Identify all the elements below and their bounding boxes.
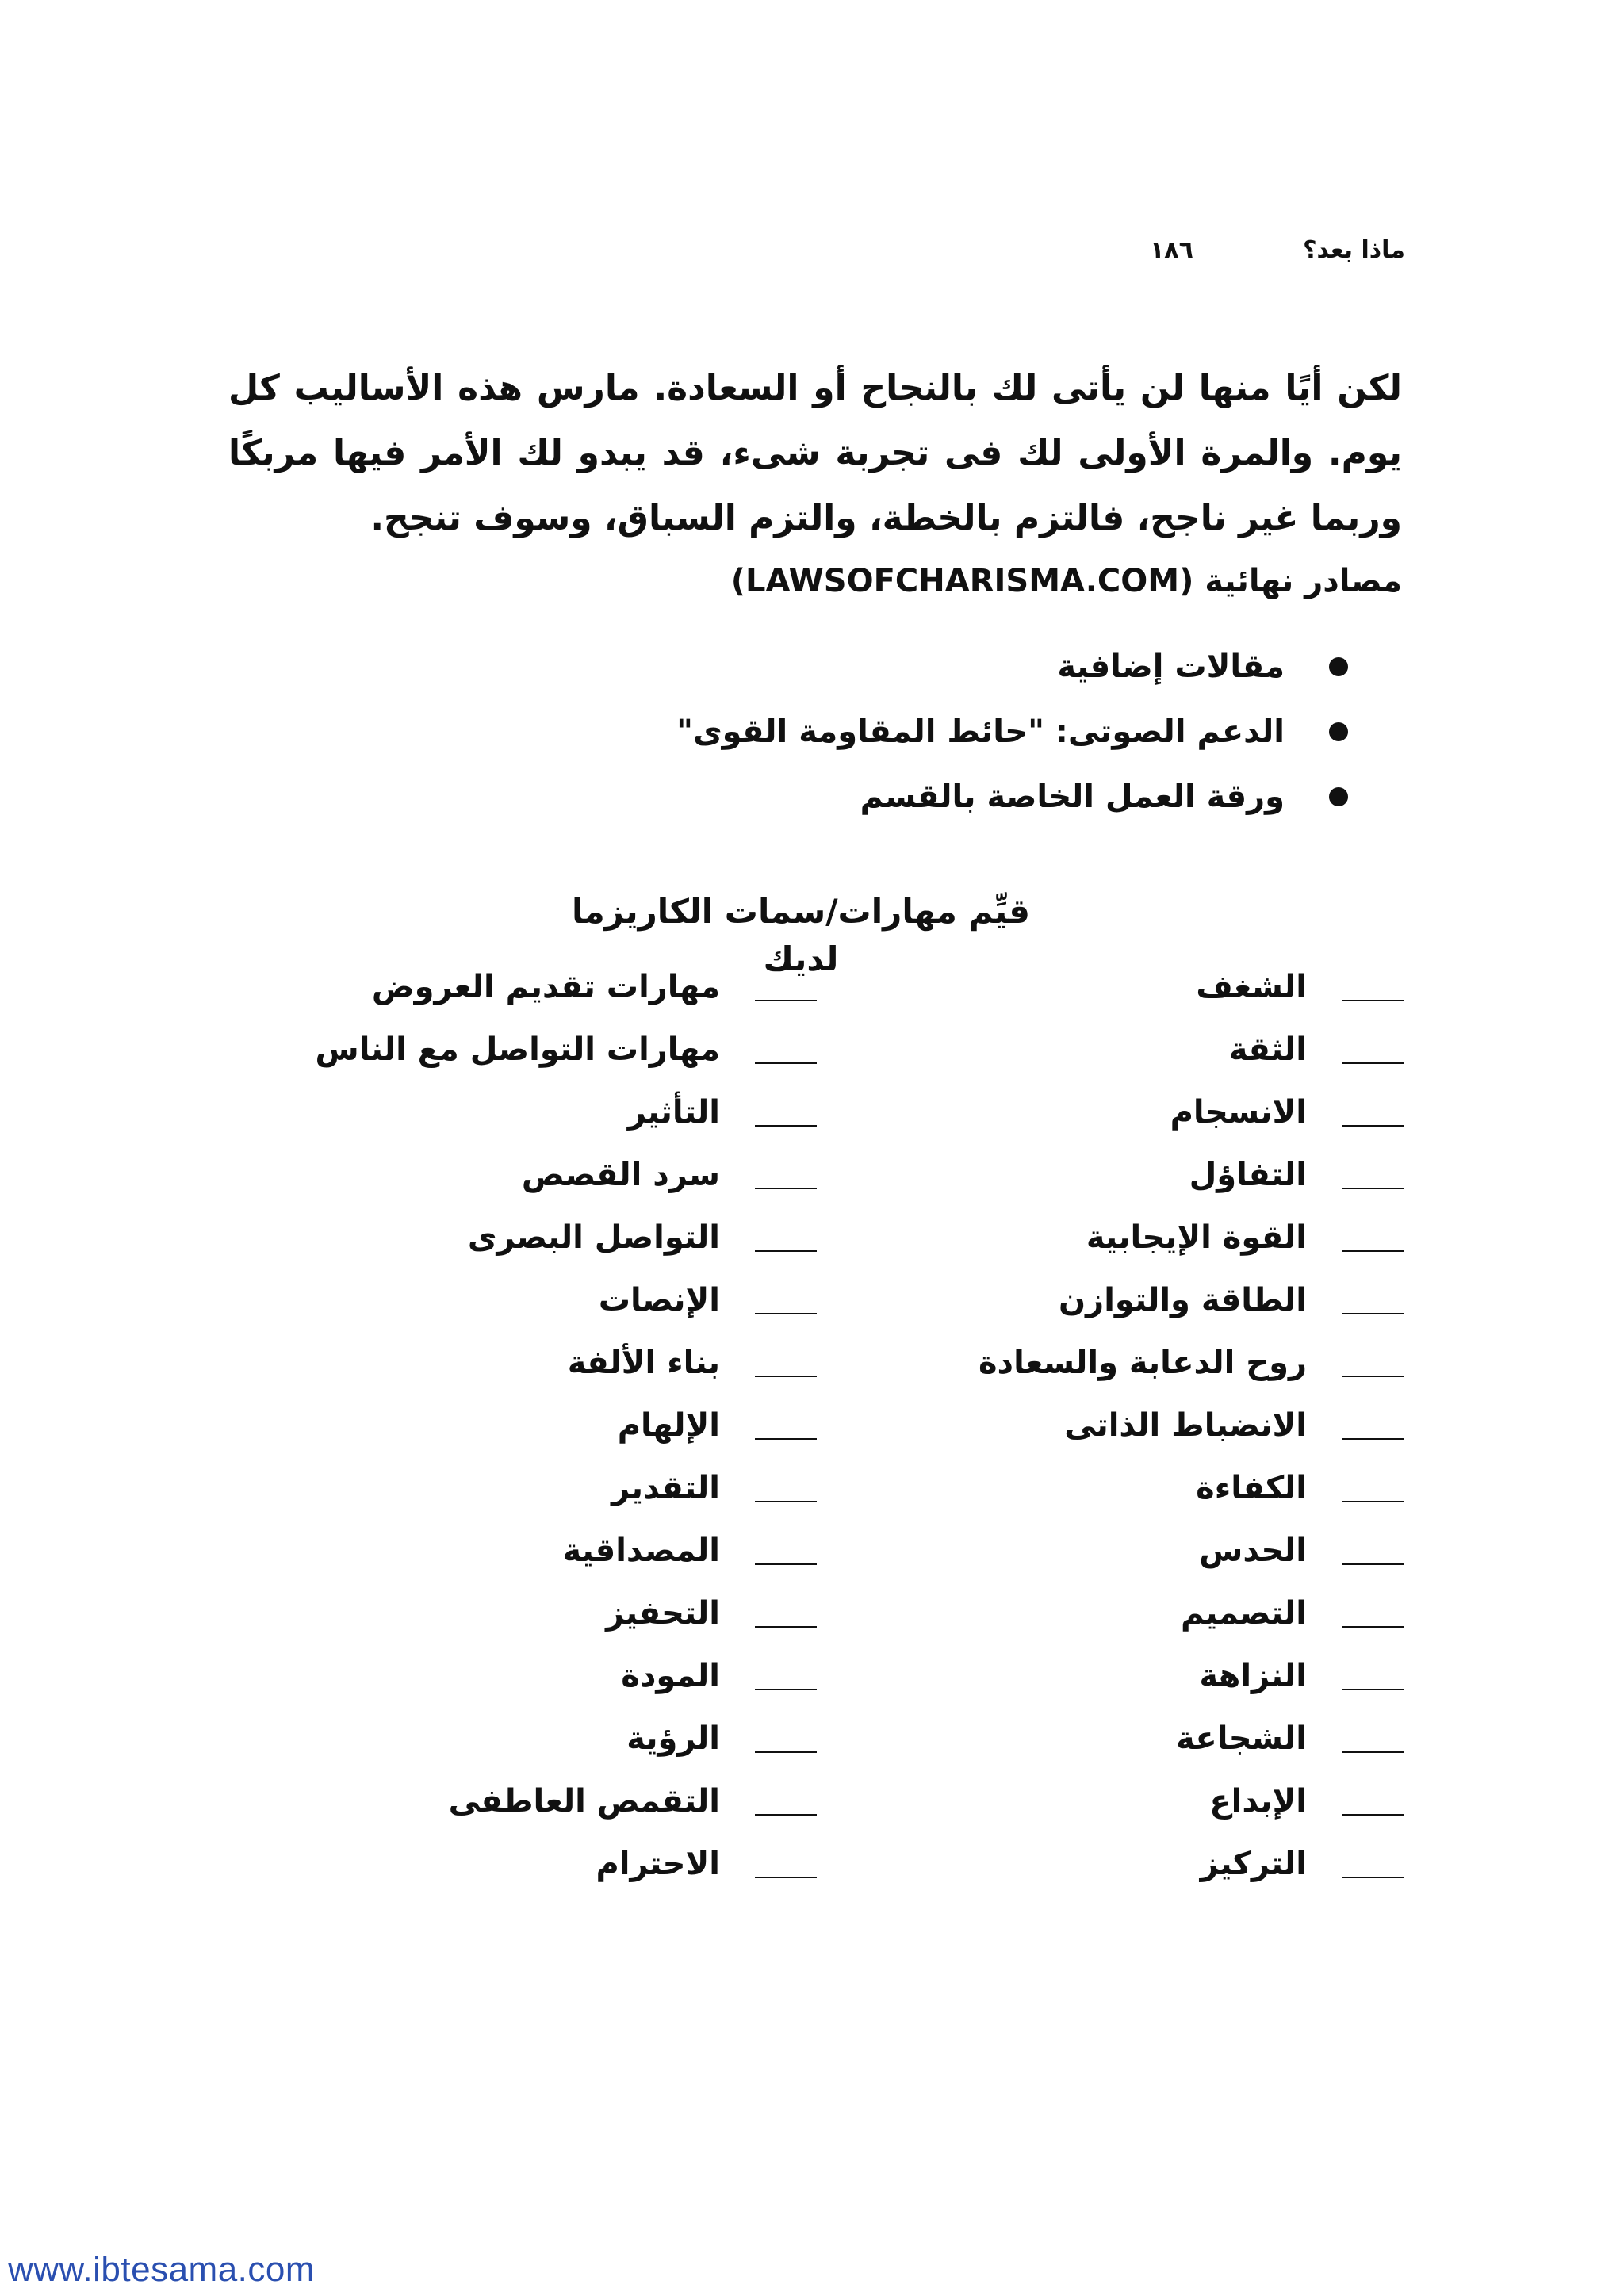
skill-label: التحفيز — [606, 1594, 720, 1632]
rating-blank[interactable] — [1342, 1438, 1404, 1440]
skill-label: مهارات تقديم العروض — [371, 968, 720, 1005]
rating-blank[interactable] — [1342, 1125, 1404, 1127]
rating-blank[interactable] — [755, 1125, 817, 1127]
skill-left-item — [293, 1018, 817, 1081]
rating-blank[interactable] — [1342, 1188, 1404, 1189]
skill-label: المصداقية — [562, 1532, 720, 1569]
skill-left-item — [293, 955, 817, 1018]
skill-label: الإلهام — [617, 1406, 720, 1444]
skill-right-item — [817, 1707, 1404, 1770]
skill-left-item — [293, 1519, 817, 1582]
skill-label: الثقة — [1228, 1031, 1307, 1068]
skill-left-item — [293, 1770, 817, 1832]
skill-label: الإنصات — [598, 1281, 720, 1318]
skill-label: الانضباط الذاتى — [1064, 1406, 1307, 1444]
footer-url[interactable]: www.ibtesama.com — [8, 2250, 316, 2289]
rating-blank[interactable] — [755, 1250, 817, 1252]
resource-item — [603, 699, 1348, 764]
skill-left-item — [293, 1269, 817, 1331]
skill-label: المودة — [621, 1657, 720, 1694]
bullet-icon — [1329, 657, 1348, 676]
skill-right-item — [817, 1456, 1404, 1519]
skill-label: الطاقة والتوازن — [1059, 1281, 1307, 1318]
rating-blank[interactable] — [755, 1814, 817, 1816]
body-paragraph: لكن أيًا منها لن يأتى لك بالنجاح أو السعادة. مارس هذه الأساليب كل يوم. والمرة الأولى لك فى تجربة شىء، قد يبدو لك الأمر فيها مربكًا وربما غير ناجح، فالتزم بالخطة، والتزم السباق، وسوف تنجح. — [228, 368, 1402, 538]
skill-left-item — [293, 1394, 817, 1456]
skill-label: التصميم — [1181, 1594, 1307, 1632]
running-head — [1150, 234, 1405, 266]
skill-label: الكفاءة — [1196, 1469, 1307, 1506]
skill-left-item — [293, 1331, 817, 1394]
rating-blank[interactable] — [755, 1563, 817, 1565]
skill-right-item — [817, 1206, 1404, 1269]
rating-blank[interactable] — [755, 1689, 817, 1690]
skill-right-item — [817, 1018, 1404, 1081]
skill-label: الرؤية — [626, 1720, 720, 1757]
rating-blank[interactable] — [1342, 1563, 1404, 1565]
rating-blank[interactable] — [1342, 1751, 1404, 1753]
skill-label: التقدير — [611, 1469, 720, 1506]
skill-left-item — [293, 1707, 817, 1770]
skill-label: القوة الإيجابية — [1086, 1219, 1307, 1256]
skill-label: الاحترام — [596, 1845, 720, 1882]
skill-right-item — [817, 1331, 1404, 1394]
skill-label: التفاؤل — [1189, 1156, 1307, 1193]
rating-blank[interactable] — [1342, 1814, 1404, 1816]
rating-blank[interactable] — [1342, 1062, 1404, 1064]
skill-label: النزاهة — [1199, 1657, 1307, 1694]
skill-label: الإبداع — [1209, 1782, 1307, 1820]
chapter-title: ماذا بعد؟ — [1303, 235, 1405, 264]
rating-blank[interactable] — [755, 1626, 817, 1628]
skill-left-item — [293, 1206, 817, 1269]
skill-label: بناء الألفة — [567, 1344, 720, 1381]
resources-list — [603, 634, 1348, 829]
rating-blank[interactable] — [1342, 1877, 1404, 1878]
bullet-icon — [1329, 787, 1348, 806]
skill-label: الانسجام — [1170, 1093, 1307, 1131]
resource-label: الدعم الصوتى: "حائط المقاومة القوى" — [676, 714, 1285, 750]
rating-blank[interactable] — [755, 1751, 817, 1753]
skill-left-item — [293, 1644, 817, 1707]
rating-blank[interactable] — [1342, 1626, 1404, 1628]
rating-blank[interactable] — [1342, 1250, 1404, 1252]
skill-right-item — [817, 955, 1404, 1018]
skill-label: التأثير — [627, 1093, 720, 1131]
skill-right-item — [817, 1143, 1404, 1206]
skill-right-item — [817, 1770, 1404, 1832]
skills-title: قيِّم مهارات/سمات الكاريزما لديك — [571, 892, 1031, 978]
skill-left-item — [293, 1582, 817, 1644]
skill-right-item — [817, 1582, 1404, 1644]
rating-blank[interactable] — [1342, 1689, 1404, 1690]
bullet-icon — [1329, 722, 1348, 741]
skill-left-item — [293, 1456, 817, 1519]
rating-blank[interactable] — [755, 1501, 817, 1502]
skill-right-item — [817, 1519, 1404, 1582]
skill-label: الشغف — [1196, 968, 1307, 1005]
resources-heading: مصادر نهائية (LAWSOFCHARISMA.COM) — [730, 563, 1402, 599]
skill-label: التركيز — [1200, 1845, 1307, 1882]
rating-blank[interactable] — [755, 1062, 817, 1064]
skill-label: مهارات التواصل مع الناس — [315, 1031, 720, 1068]
skills-checklist — [293, 955, 1404, 1895]
resource-item — [603, 764, 1348, 829]
rating-blank[interactable] — [1342, 1501, 1404, 1502]
skill-label: التقمص العاطفى — [448, 1782, 720, 1820]
rating-blank[interactable] — [1342, 1376, 1404, 1377]
rating-blank[interactable] — [755, 1376, 817, 1377]
skill-left-item — [293, 1832, 817, 1895]
skill-label: الحدس — [1199, 1532, 1307, 1569]
rating-blank[interactable] — [1342, 1313, 1404, 1314]
skill-label: التواصل البصرى — [467, 1219, 720, 1256]
rating-blank[interactable] — [755, 1188, 817, 1189]
skill-right-item — [817, 1832, 1404, 1895]
resource-label: ورقة العمل الخاصة بالقسم — [860, 779, 1285, 815]
skill-label: روح الدعابة والسعادة — [978, 1344, 1307, 1381]
skill-left-item — [293, 1081, 817, 1143]
rating-blank[interactable] — [755, 1438, 817, 1440]
page-number: ١٨٦ — [1150, 235, 1193, 264]
skill-label: سرد القصص — [521, 1156, 720, 1193]
skill-right-item — [817, 1269, 1404, 1331]
rating-blank[interactable] — [755, 1877, 817, 1878]
skill-right-item — [817, 1644, 1404, 1707]
rating-blank[interactable] — [755, 1313, 817, 1314]
skill-label: الشجاعة — [1176, 1720, 1307, 1757]
skill-right-item — [817, 1394, 1404, 1456]
resource-item — [603, 634, 1348, 699]
rating-blank[interactable] — [755, 1000, 817, 1001]
skill-right-item — [817, 1081, 1404, 1143]
rating-blank[interactable] — [1342, 1000, 1404, 1001]
resource-label: مقالات إضافية — [1057, 649, 1285, 685]
skill-left-item — [293, 1143, 817, 1206]
